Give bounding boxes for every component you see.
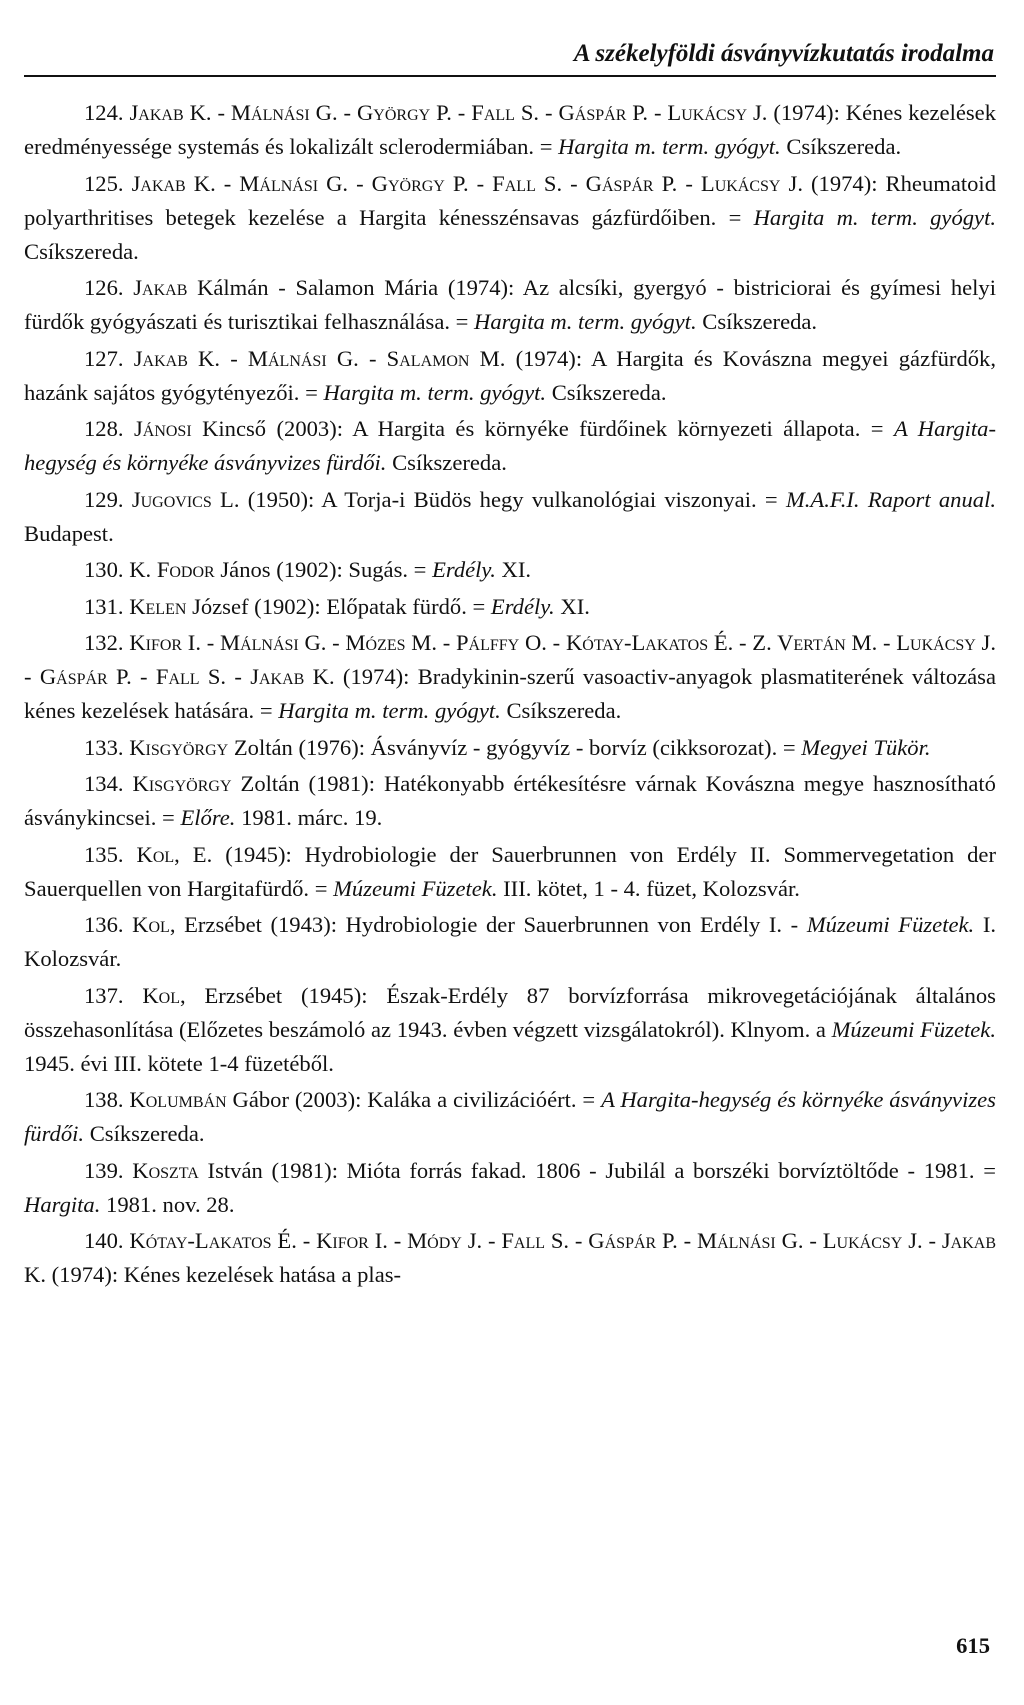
- reference-text: (1974): A Hargita és Kovászna megyei gázfürdők, hazánk sajátos gyógytényezői. =: [24, 345, 996, 405]
- reference-source: Múzeumi Füzetek.: [831, 1016, 996, 1042]
- reference-tail: Csíkszereda.: [89, 1121, 205, 1146]
- reference-authors: Kol, E.: [136, 841, 213, 867]
- reference-tail: 1945. évi III. kötete 1-4 füzetéből.: [24, 1050, 334, 1076]
- reference-number: 132.: [84, 630, 124, 655]
- reference-tail: Csíkszereda.: [702, 309, 818, 334]
- reference-authors: Kisgyörgy: [129, 734, 229, 760]
- reference-authors: Jánosi: [133, 416, 192, 441]
- reference-authors: Kol,: [142, 982, 186, 1008]
- reference-authors: Kolumbán: [129, 1087, 227, 1112]
- running-header: A székelyföldi ásványvízkutatás irodalma: [573, 40, 994, 67]
- reference-number: 137.: [84, 982, 124, 1008]
- reference-authors: Kisgyörgy: [132, 771, 232, 796]
- reference-text: (1974): Kénes kezelések hatása a plas-: [51, 1262, 402, 1287]
- reference-authors: Kótay-Lakatos É. - Kifor I. - Módy J. - Fall S. - Gáspár P. - Málnási G. - Lukácsy J. - Jakab K.: [24, 1228, 996, 1287]
- page-number: 615: [956, 1633, 990, 1658]
- reference-entry: [24, 412, 996, 480]
- reference-number: 125.: [84, 170, 124, 196]
- reference-tail: I. Kolozsvár.: [24, 912, 996, 971]
- reference-entry: [24, 731, 996, 765]
- reference-tail: 1981. nov. 28.: [106, 1191, 235, 1217]
- reference-tail: Csíkszereda.: [551, 379, 667, 405]
- reference-text: (1974): Kénes kezelések eredményessége systemás és lokalizált sclerodermiában. =: [24, 100, 997, 159]
- reference-authors: Koszta: [132, 1157, 199, 1183]
- reference-source: Hargita m. term. gyógyt.: [753, 204, 996, 230]
- reference-authors: Kifor I. - Málnási G. - Mózes M. - Pálffy O. - Kótay-Lakatos É. - Z. Vertán M. - Lukácsy J. - Gáspár P. - Fall S. - Jakab K.: [24, 630, 996, 689]
- reference-entry: [24, 167, 996, 269]
- reference-number: 129.: [84, 486, 124, 512]
- reference-number: 131.: [84, 593, 124, 619]
- reference-text: Gábor (2003): Kaláka a civilizációért. =: [232, 1087, 596, 1112]
- reference-entry: [24, 767, 996, 835]
- reference-tail: Csíkszereda.: [786, 134, 902, 159]
- reference-text: János (1902): Sugás. =: [220, 557, 427, 582]
- reference-source: Hargita.: [24, 1191, 101, 1217]
- reference-source: Előre.: [180, 805, 236, 830]
- header-rule: [24, 75, 996, 77]
- reference-number: 126.: [84, 275, 124, 300]
- reference-number: 135.: [84, 841, 124, 867]
- reference-entry: [24, 1154, 996, 1222]
- reference-entry: [24, 96, 996, 164]
- reference-text: (1974): Bradykinin-szerű vasoactiv-anyagok plasmatiterének változása kénes kezelések hatására. =: [24, 664, 996, 723]
- reference-number: 138.: [84, 1087, 124, 1112]
- reference-entry: [24, 626, 996, 728]
- reference-authors: K. Fodor: [129, 557, 215, 582]
- reference-text: Kincső (2003): A Hargita és környéke fürdőinek környezeti állapota. =: [202, 416, 884, 441]
- reference-number: 133.: [84, 734, 124, 760]
- reference-number: 130.: [84, 557, 124, 582]
- reference-entry: [24, 271, 996, 339]
- reference-source: Megyei Tükör.: [801, 734, 931, 760]
- reference-authors: Jakab K. - Málnási G. - György P. - Fall S. - Gáspár P. - Lukácsy J.: [129, 100, 768, 125]
- reference-source: Hargita m. term. gyógyt.: [558, 134, 781, 159]
- reference-source: Hargita m. term. gyógyt.: [474, 309, 697, 334]
- reference-number: 127.: [84, 345, 124, 371]
- reference-entry: [24, 590, 996, 624]
- reference-tail: XI.: [501, 557, 532, 582]
- reference-list: [24, 96, 996, 1295]
- reference-text: Zoltán (1976): Ásványvíz - gyógyvíz - borvíz (cikksorozat). =: [233, 734, 796, 760]
- reference-entry: [24, 838, 996, 906]
- reference-source: A Hargita-hegység és környéke ásványvizes fürdői.: [24, 416, 996, 475]
- reference-authors: Jakab K. - Málnási G. - Salamon M.: [133, 345, 506, 371]
- reference-source: Múzeumi Füzetek.: [333, 875, 498, 901]
- reference-text: Erzsébet (1943): Hydrobiologie der Sauerbrunnen von Erdély I. -: [184, 912, 799, 937]
- reference-entry: [24, 1224, 996, 1292]
- reference-text: József (1902): Előpatak fürdő. =: [192, 593, 486, 619]
- reference-number: 140.: [84, 1228, 124, 1253]
- reference-entry: [24, 553, 996, 587]
- reference-source: Erdély.: [432, 557, 496, 582]
- reference-authors: Jakab K. - Málnási G. - György P. - Fall S. - Gáspár P. - Lukácsy J.: [131, 170, 803, 196]
- reference-source: Hargita m. term. gyógyt.: [323, 379, 547, 405]
- reference-number: 134.: [84, 771, 124, 796]
- reference-authors: Jakab: [133, 275, 188, 300]
- reference-source: M.A.F.I. Raport anual.: [785, 486, 996, 512]
- reference-tail: Budapest.: [24, 520, 114, 546]
- reference-entry: [24, 342, 996, 410]
- reference-text: (1974): Rheumatoid polyarthritises betegek kezelése a Hargita kénesszénsavas gázfürdőiben. =: [24, 170, 997, 230]
- reference-text: (1950): A Torja-i Büdös hegy vulkanológiai viszonyai. =: [247, 486, 778, 512]
- reference-tail: Csíkszereda.: [392, 450, 507, 475]
- reference-number: 128.: [84, 416, 124, 441]
- reference-text: Zoltán (1981): Hatékonyabb értékesítésre várnak Kovászna megye hasznosítható ásványkincsei. =: [24, 771, 996, 830]
- reference-tail: Csíkszereda.: [506, 698, 622, 723]
- reference-source: Múzeumi Füzetek.: [806, 912, 975, 937]
- reference-source: A Hargita-hegység és környéke ásványvizes fürdői.: [24, 1087, 996, 1146]
- reference-tail: III. kötet, 1 - 4. füzet, Kolozsvár.: [503, 875, 800, 901]
- reference-entry: [24, 908, 996, 976]
- reference-text: (1945): Hydrobiologie der Sauerbrunnen von Erdély II. Sommervegetation der Sauerquellen von Hargitafürdő. =: [24, 841, 996, 901]
- reference-tail: XI.: [560, 593, 590, 619]
- reference-authors: Kol,: [132, 912, 176, 937]
- reference-entry: [24, 483, 996, 551]
- reference-tail: 1981. márc. 19.: [241, 805, 383, 830]
- reference-authors: Kelen: [129, 593, 187, 619]
- reference-text: István (1981): Mióta forrás fakad. 1806 - Jubilál a borszéki borvíztöltőde - 1981. =: [207, 1157, 996, 1183]
- reference-text: Erzsébet (1945): Észak-Erdély 87 borvízforrása mikrovegetációjának általános összehasonlítása (Előzetes beszámoló az 1943. évben végzett vizsgálatokról). Klnyom. a: [24, 982, 996, 1042]
- reference-source: Erdély.: [490, 593, 555, 619]
- reference-text: Kálmán - Salamon Mária (1974): Az alcsíki, gyergyó - bistriciorai és gyímesi helyi fürdők gyógyászati és turisztikai felhasználása. =: [24, 275, 997, 334]
- reference-number: 139.: [84, 1157, 124, 1183]
- reference-number: 124.: [84, 100, 124, 125]
- reference-number: 136.: [84, 912, 124, 937]
- reference-authors: Jugovics L.: [131, 486, 240, 512]
- reference-source: Hargita m. term. gyógyt.: [278, 698, 501, 723]
- reference-entry: [24, 1083, 996, 1151]
- reference-tail: Csíkszereda.: [24, 238, 139, 264]
- reference-entry: [24, 979, 996, 1081]
